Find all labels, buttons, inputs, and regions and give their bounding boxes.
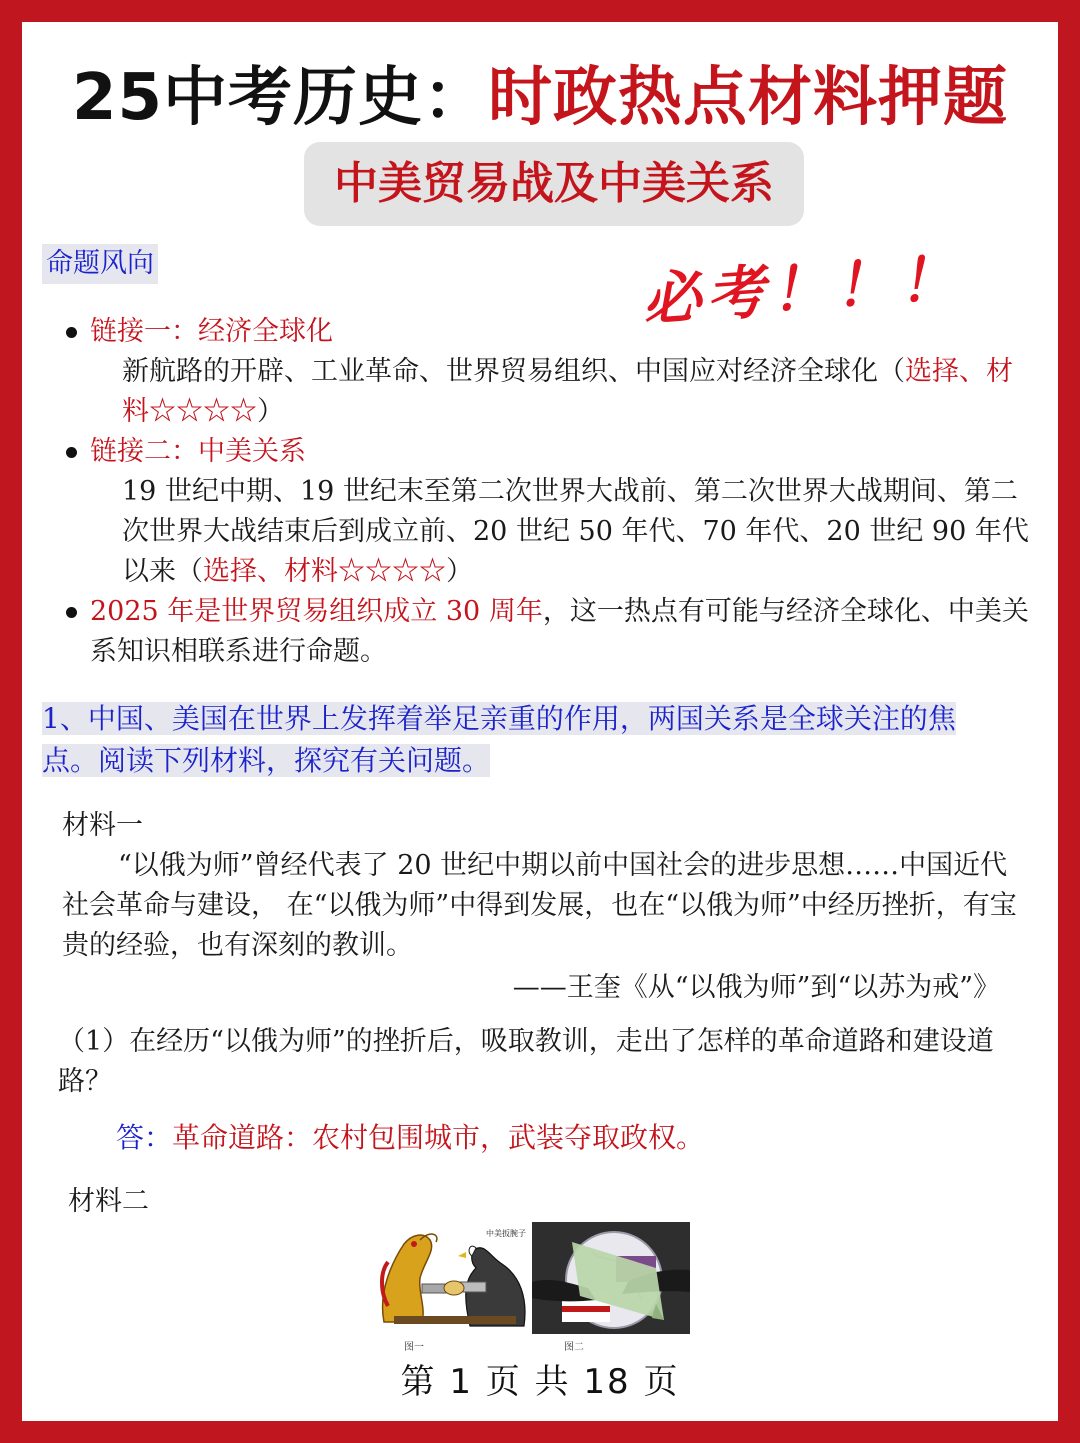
bullet-dot xyxy=(66,327,77,338)
figure-cartoon-arm-wrestling xyxy=(374,1222,532,1334)
title-black-part: 25中考历史： xyxy=(71,61,489,135)
bullet-dot xyxy=(66,447,77,458)
bullet-body-1: 新航路的开辟、工业革命、世界贸易组织、中国应对经济全球化（选择、材料☆☆☆☆） xyxy=(122,356,1013,427)
page-counter: 第 1 页 共 18 页 xyxy=(400,1362,680,1402)
answer-label: 答： xyxy=(116,1121,173,1154)
question-prompt: 1、中国、美国在世界上发挥着举足亲重的作用，两国关系是全球关注的焦点。阅读下列材料，探究有关问题。 xyxy=(42,702,956,777)
material-one-text: “以俄为师”曾经代表了 20 世纪中期以前中国社会的进步思想……中国近代社会革命与建设， 在“以俄为师”中得到发展，也在“以俄为师”中经历挫折，有宝贵的经验，也有深刻的教训。 xyxy=(62,850,1017,961)
document-page xyxy=(22,22,1058,1421)
must-test-stamp: 必考！！！ xyxy=(640,243,965,335)
bullet-dot xyxy=(66,607,77,618)
handshake-illustration xyxy=(532,1222,690,1334)
page-title xyxy=(22,60,1058,136)
bullet-heading-2: 链接二：中美关系 xyxy=(90,432,1030,472)
material-one-label: 材料一 xyxy=(62,810,143,841)
section-tag: 命题风向 xyxy=(42,244,158,284)
bullet-item-3: 2025 年是世界贸易组织成立 30 周年，这一热点有可能与经济全球化、中美关系知识相联系进行命题。 xyxy=(90,592,1030,672)
topic-subtitle: 中美贸易战及中美关系 xyxy=(304,142,804,226)
answer-text: 革命道路：农村包围城市，武装夺取政权。 xyxy=(172,1121,705,1154)
title-red-part: 时政热点材料押题 xyxy=(488,61,1009,135)
figure-1-title: 中美扳腕子 xyxy=(486,1229,526,1238)
material-one-source: ——王奎《从“以俄为师”到“以苏为戒”》 xyxy=(512,972,1000,1003)
bullet-body-2: 19 世纪中期、19 世纪末至第二次世界大战前、第二次世界大战期间、第二次世界大战结束后到成立前、20 世纪 50 年代、70 年代、20 世纪 90 年代以来（选择、材料☆☆☆☆） xyxy=(122,476,1029,587)
bullet-list xyxy=(90,312,1030,672)
bullet-heading-1: 链接一：经济全球化 xyxy=(90,312,1030,352)
figure-2-caption: 图二 xyxy=(564,1342,584,1353)
figure-1-caption: 图一 xyxy=(404,1342,424,1353)
figure-handshake-photo xyxy=(532,1222,690,1334)
material-two-label: 材料二 xyxy=(68,1186,149,1217)
arm-wrestling-illustration xyxy=(374,1222,532,1334)
sub-question-1: （1）在经历“以俄为师”的挫折后，吸取教训，走出了怎样的革命道路和建设道路？ xyxy=(58,1026,994,1097)
answer-line xyxy=(116,1118,704,1158)
